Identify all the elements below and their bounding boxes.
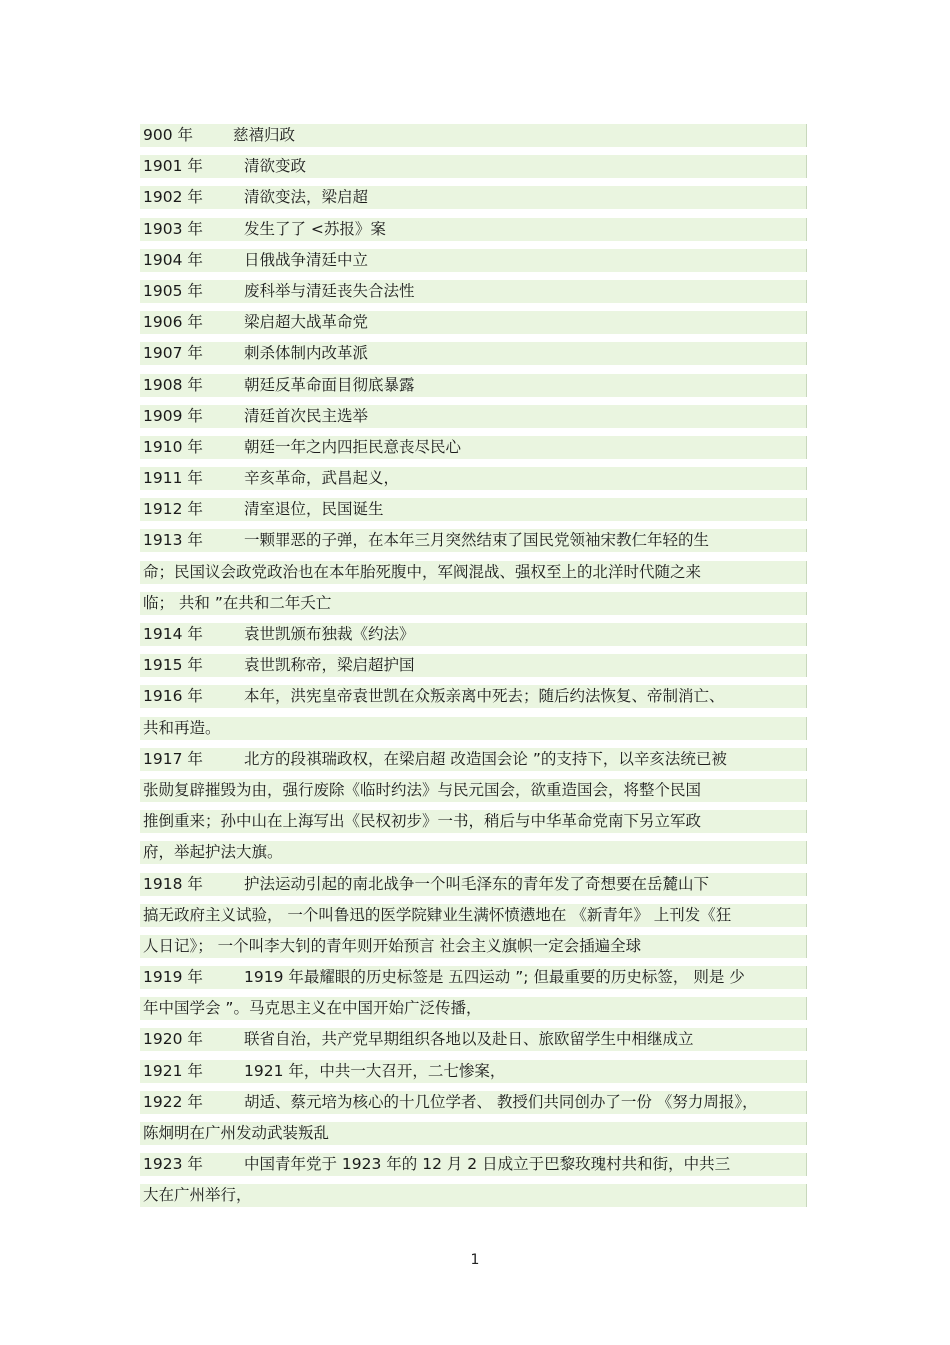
timeline-text: 共和再造。: [143, 718, 221, 737]
timeline-year: 1916 年: [143, 687, 203, 706]
timeline-text: 朝廷一年之内四拒民意丧尽民心: [244, 437, 462, 456]
timeline-text: 张勋复辟摧毁为由，强行废除《临时约法》与民元国会，欲重造国会，将整个民国: [143, 780, 702, 799]
timeline-year: 1903 年: [143, 219, 203, 238]
timeline-text: 慈禧归政: [233, 126, 296, 144]
timeline-row-continuation: [140, 810, 807, 833]
timeline-row: [140, 529, 807, 552]
timeline-year: 1910 年: [143, 437, 203, 456]
timeline-year: 1919 年: [143, 968, 203, 987]
timeline-row: [140, 498, 807, 521]
timeline-row: [140, 342, 807, 365]
timeline-year: 1923 年: [143, 1155, 203, 1174]
timeline-year: 1918 年: [143, 874, 203, 893]
timeline-text: 推倒重来；孙中山在上海写出《民权初步》一书，稍后与中华革命党南下另立军政: [143, 812, 702, 831]
timeline-row-continuation: [140, 1184, 807, 1207]
timeline-year: 1912 年: [143, 500, 203, 519]
timeline-row: [140, 436, 807, 459]
timeline-row: [140, 405, 807, 428]
timeline-list: [140, 124, 807, 1216]
timeline-year: 1914 年: [143, 625, 203, 643]
timeline-text: 搞无政府主义试验， 一个叫鲁迅的医学院肄业生满怀愤懑地在 《新青年》 上刊发《狂: [143, 905, 732, 924]
timeline-row-continuation: [140, 997, 807, 1020]
timeline-text: 梁启超大战革命党: [244, 313, 369, 332]
timeline-text: 人日记》； 一个叫李大钊的青年则开始预言 社会主义旗帜一定会插遍全球: [143, 936, 642, 955]
timeline-text: 北方的段祺瑞政权，在梁启超 改造国会论 ”的支持下，以辛亥法统已被: [244, 749, 727, 768]
timeline-row-continuation: [140, 592, 807, 615]
timeline-row: [140, 467, 807, 490]
timeline-text: 联省自治，共产党早期组织各地以及赴日、旅欧留学生中相继成立: [244, 1030, 694, 1049]
timeline-row-continuation: [140, 717, 807, 740]
timeline-row: [140, 1060, 807, 1083]
timeline-text: 清欲变政: [244, 157, 307, 176]
timeline-row: [140, 155, 807, 178]
timeline-text: 废科举与清廷丧失合法性: [244, 281, 415, 300]
timeline-text: 一颗罪恶的子弹，在本年三月突然结束了国民党领袖宋教仁年轻的生: [244, 531, 710, 550]
timeline-row: [140, 873, 807, 896]
timeline-row: [140, 748, 807, 771]
timeline-year: 1915 年: [143, 656, 203, 675]
timeline-row-continuation: [140, 779, 807, 802]
timeline-row: [140, 623, 807, 646]
timeline-year: 1901 年: [143, 157, 203, 176]
timeline-text: 辛亥革命，武昌起义，: [244, 469, 400, 488]
timeline-text: 护法运动引起的南北战争一个叫毛泽东的青年发了奇想要在岳麓山下: [244, 874, 710, 893]
timeline-row: [140, 374, 807, 397]
timeline-year: 1904 年: [143, 250, 203, 269]
timeline-year: 1906 年: [143, 313, 203, 332]
timeline-row: [140, 249, 807, 272]
timeline-year: 1908 年: [143, 375, 203, 394]
timeline-year: 1913 年: [143, 531, 203, 550]
timeline-row-continuation: [140, 935, 807, 958]
timeline-row: [140, 1028, 807, 1051]
timeline-text: 大在广州举行，: [143, 1186, 252, 1205]
timeline-year: 1922 年: [143, 1092, 203, 1111]
timeline-year: 900 年: [143, 126, 194, 144]
timeline-row-continuation: [140, 841, 807, 864]
timeline-text: 袁世凯颁布独裁《约法》: [244, 625, 415, 643]
timeline-row: [140, 966, 807, 989]
timeline-row-continuation: [140, 561, 807, 584]
timeline-year: 1909 年: [143, 406, 203, 425]
timeline-year: 1905 年: [143, 281, 203, 300]
timeline-year: 1921 年: [143, 1061, 203, 1080]
timeline-year: 1907 年: [143, 344, 203, 363]
timeline-row: [140, 685, 807, 708]
timeline-year: 1917 年: [143, 749, 203, 768]
timeline-year: 1911 年: [143, 469, 203, 488]
timeline-year: 1920 年: [143, 1030, 203, 1049]
timeline-text: 陈炯明在广州发动武装叛乱: [143, 1124, 330, 1142]
timeline-year: 1902 年: [143, 188, 203, 207]
timeline-text: 清廷首次民主选举: [244, 406, 369, 425]
timeline-text: 刺杀体制内改革派: [244, 344, 369, 363]
timeline-text: 袁世凯称帝，梁启超护国: [244, 656, 415, 675]
timeline-row: [140, 1153, 807, 1176]
timeline-text: 临； 共和 ”在共和二年夭亡: [143, 593, 332, 612]
timeline-row: [140, 218, 807, 241]
timeline-text: 朝廷反革命面目彻底暴露: [244, 375, 415, 394]
timeline-text: 胡适、蔡元培为核心的十几位学者、 教授们共同创办了一份 《努力周报》，: [244, 1092, 758, 1111]
timeline-text: 命；民国议会政党政治也在本年胎死腹中，军阀混战、强权至上的北洋时代随之来: [143, 562, 702, 581]
timeline-text: 1919 年最耀眼的历史标签是 五四运动 ”; 但最重要的历史标签， 则是 少: [244, 968, 745, 987]
timeline-row-continuation: [140, 1122, 807, 1145]
timeline-text: 1921 年，中共一大召开，二七惨案，: [244, 1061, 506, 1080]
timeline-text: 清欲变法，梁启超: [244, 188, 369, 207]
timeline-text: 清室退位，民国诞生: [244, 500, 384, 519]
timeline-text: 发生了了 <苏报》案: [244, 219, 386, 238]
timeline-row: [140, 186, 807, 209]
timeline-text: 年中国学会 ”。马克思主义在中国开始广泛传播，: [143, 999, 482, 1018]
page-number: 1: [470, 1252, 480, 1268]
timeline-row: [140, 124, 807, 147]
timeline-text: 中国青年党于 1923 年的 12 月 2 日成立于巴黎玫瑰村共和街，中共三: [244, 1155, 731, 1174]
timeline-row: [140, 311, 807, 334]
timeline-text: 本年，洪宪皇帝袁世凯在众叛亲离中死去；随后约法恢复、帝制消亡、: [244, 687, 725, 706]
timeline-text: 府，举起护法大旗。: [143, 843, 283, 862]
timeline-row-continuation: [140, 904, 807, 927]
timeline-row: [140, 280, 807, 303]
timeline-row: [140, 1091, 807, 1114]
timeline-row: [140, 654, 807, 677]
timeline-text: 日俄战争清廷中立: [244, 250, 369, 269]
